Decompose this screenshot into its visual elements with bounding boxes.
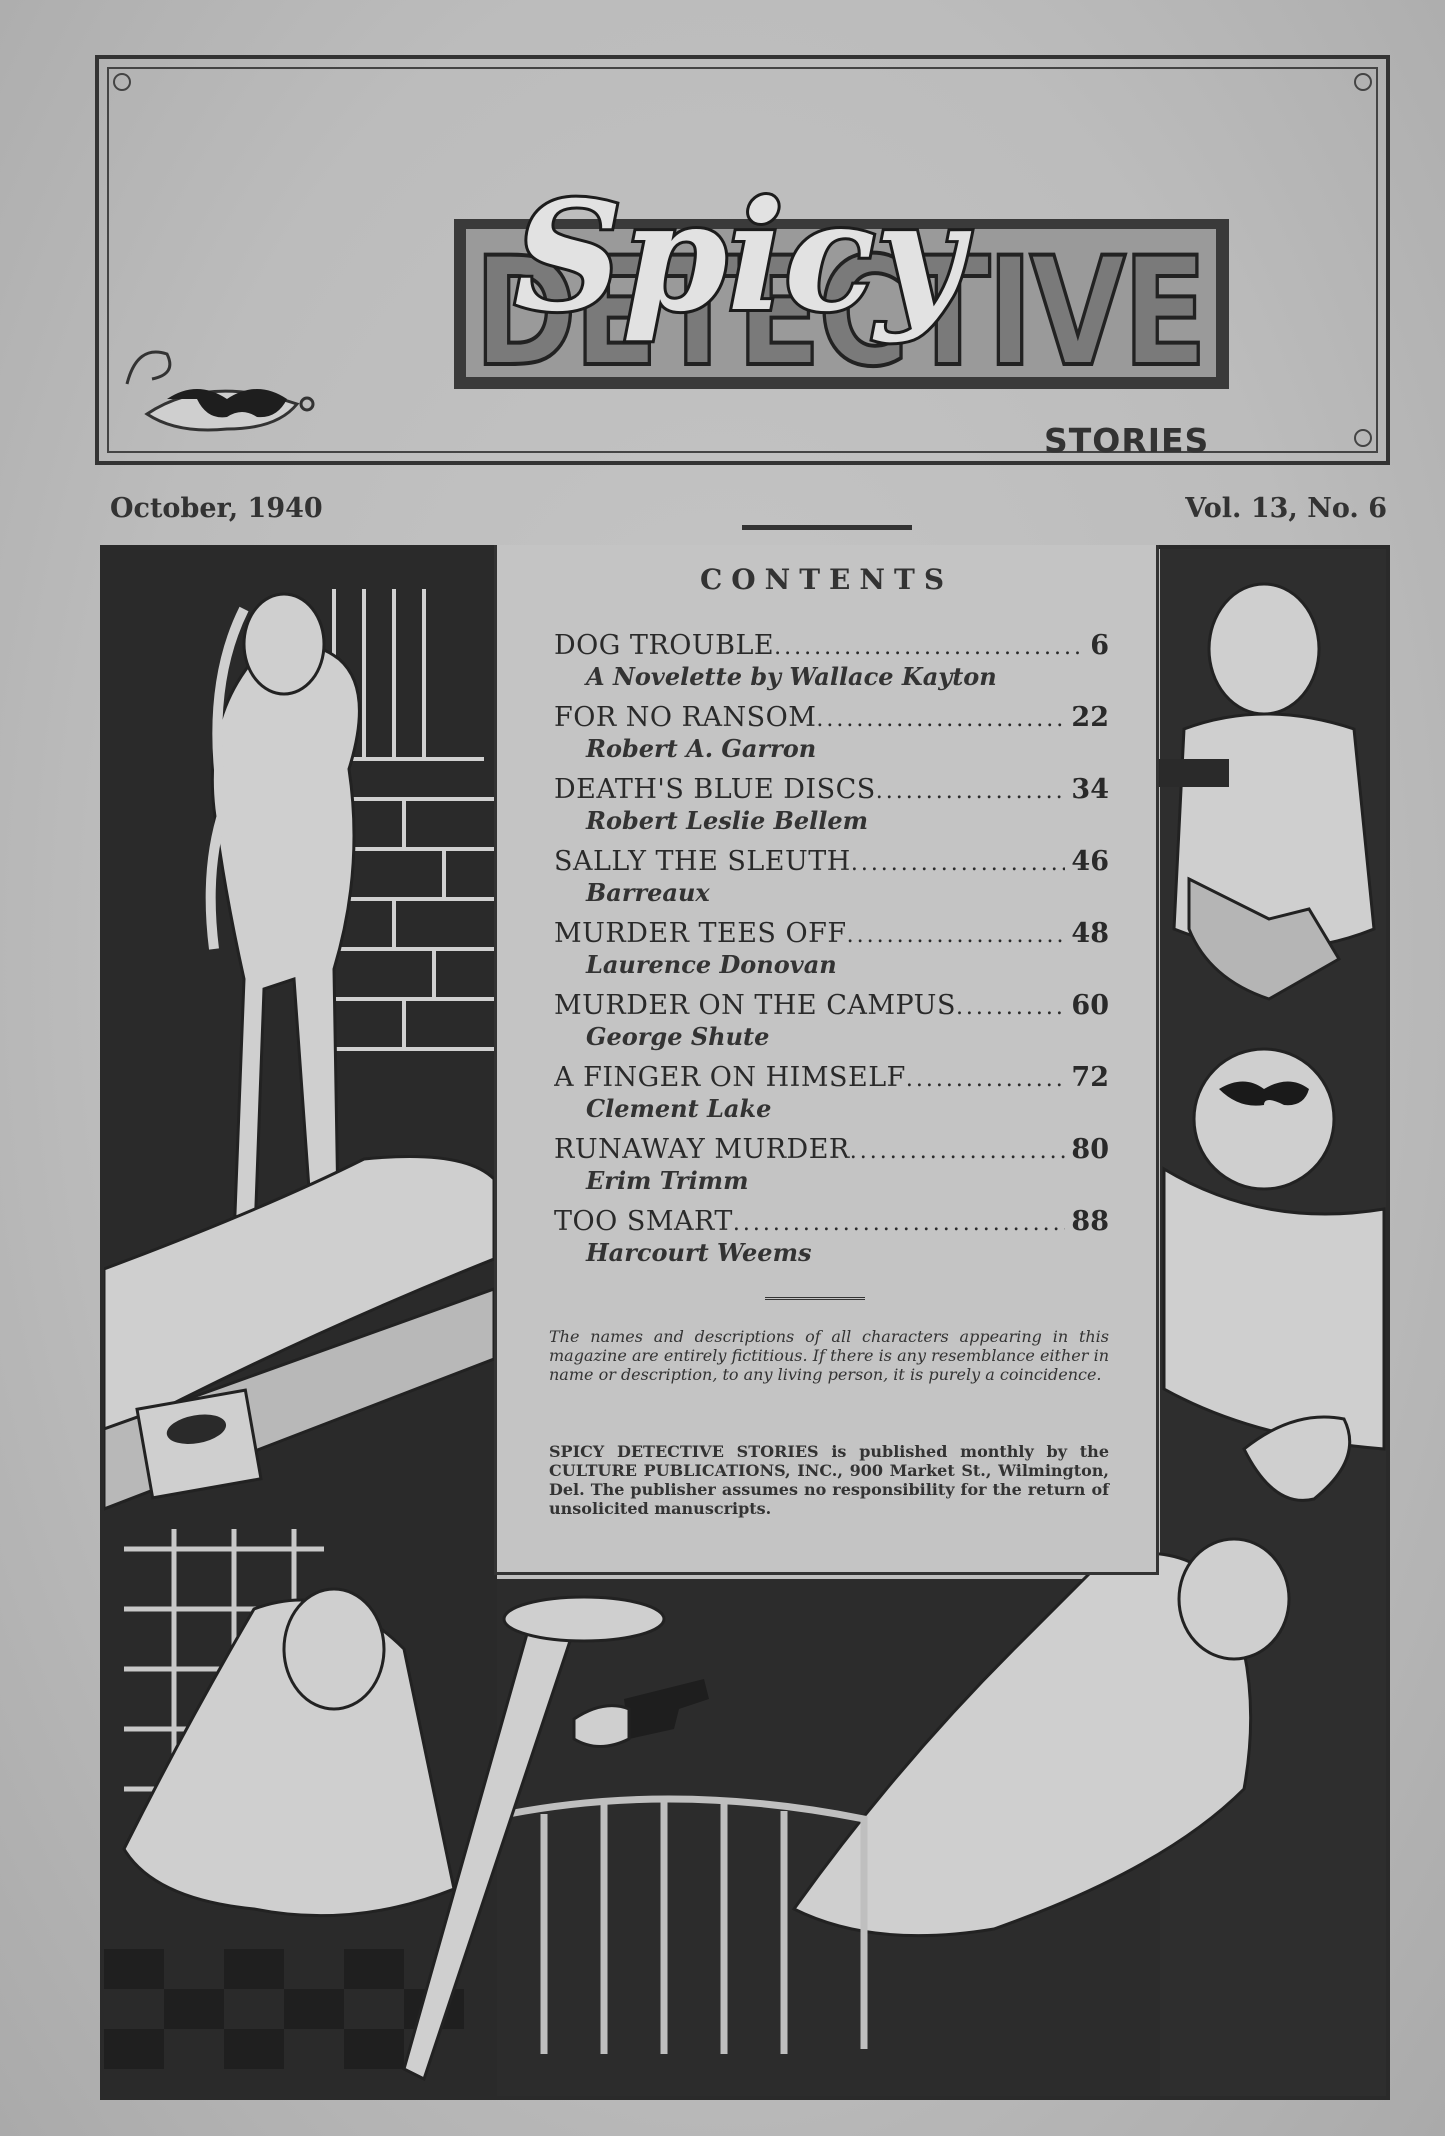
logo-script-text: Spicy	[514, 169, 963, 345]
toc-entry[interactable]	[554, 1206, 1109, 1278]
story-title: A FINGER ON HIMSELF	[554, 1062, 906, 1093]
story-title: FOR NO RANSOM	[554, 702, 817, 733]
story-author: Robert Leslie Bellem	[586, 806, 869, 835]
page-number: 34	[1071, 774, 1109, 805]
issue-date: October, 1940	[110, 493, 323, 524]
story-author: Laurence Donovan	[586, 950, 837, 979]
publication-info: SPICY DETECTIVE STORIES is published monthly by the CULTURE PUBLICATIONS, INC., 900 Market St., Wilmington, Del. The publisher assumes no responsibility for the return of unsolicited manuscripts.	[549, 1442, 1109, 1518]
story-title: RUNAWAY MURDER	[554, 1134, 850, 1165]
story-author: Barreaux	[586, 878, 710, 907]
page-number: 46	[1071, 846, 1109, 877]
toc-entry[interactable]	[554, 1062, 1109, 1134]
masthead	[95, 55, 1390, 465]
story-title: MURDER TEES OFF	[554, 918, 847, 949]
page-number: 72	[1071, 1062, 1109, 1093]
story-author: Erim Trimm	[586, 1166, 749, 1195]
page-number: 60	[1071, 990, 1109, 1021]
toc-entry[interactable]	[554, 918, 1109, 990]
corner-ornament	[1354, 73, 1372, 91]
story-title: DOG TROUBLE	[554, 630, 775, 661]
page-number: 80	[1071, 1134, 1109, 1165]
story-title: TOO SMART	[554, 1206, 733, 1237]
toc-entry[interactable]	[554, 846, 1109, 918]
page-number: 22	[1071, 702, 1109, 733]
logo-stories-text: STORIES	[1044, 421, 1210, 460]
toc-entry[interactable]	[554, 1134, 1109, 1206]
divider-rule	[765, 1297, 865, 1303]
cover-illustration	[100, 545, 1390, 2100]
toc-entry[interactable]	[554, 990, 1109, 1062]
corner-ornament	[113, 73, 131, 91]
page-number: 6	[1090, 630, 1109, 661]
magazine-logo	[454, 159, 1234, 459]
story-title: DEATH'S BLUE DISCS	[554, 774, 876, 805]
page-number: 48	[1071, 918, 1109, 949]
page-number: 88	[1071, 1206, 1109, 1237]
story-author: Harcourt Weems	[586, 1238, 812, 1267]
table-of-contents	[554, 630, 1109, 1278]
logo-artwork	[454, 159, 1234, 419]
mask-emblem-icon	[107, 324, 337, 444]
logo-block-text: DETECTIVE	[474, 226, 1204, 400]
toc-entry[interactable]	[554, 630, 1109, 702]
corner-ornament	[1354, 429, 1372, 447]
story-author: A Novelette by Wallace Kayton	[586, 662, 997, 691]
contents-heading: CONTENTS	[699, 563, 954, 596]
issue-volume: Vol. 13, No. 6	[1185, 493, 1387, 524]
story-title: SALLY THE SLEUTH	[554, 846, 851, 877]
toc-entry[interactable]	[554, 702, 1109, 774]
story-author: Clement Lake	[586, 1094, 772, 1123]
contents-panel	[494, 545, 1159, 1575]
disclaimer-text: The names and descriptions of all characters appearing in this magazine are entirely fictitious. If there is any resemblance either in name or description, to any living person, it is purely a coincidence.	[549, 1327, 1109, 1384]
story-author: George Shute	[586, 1022, 770, 1051]
toc-entry[interactable]	[554, 774, 1109, 846]
story-title: MURDER ON THE CAMPUS	[554, 990, 956, 1021]
story-author: Robert A. Garron	[586, 734, 817, 763]
divider-rule	[742, 525, 912, 530]
